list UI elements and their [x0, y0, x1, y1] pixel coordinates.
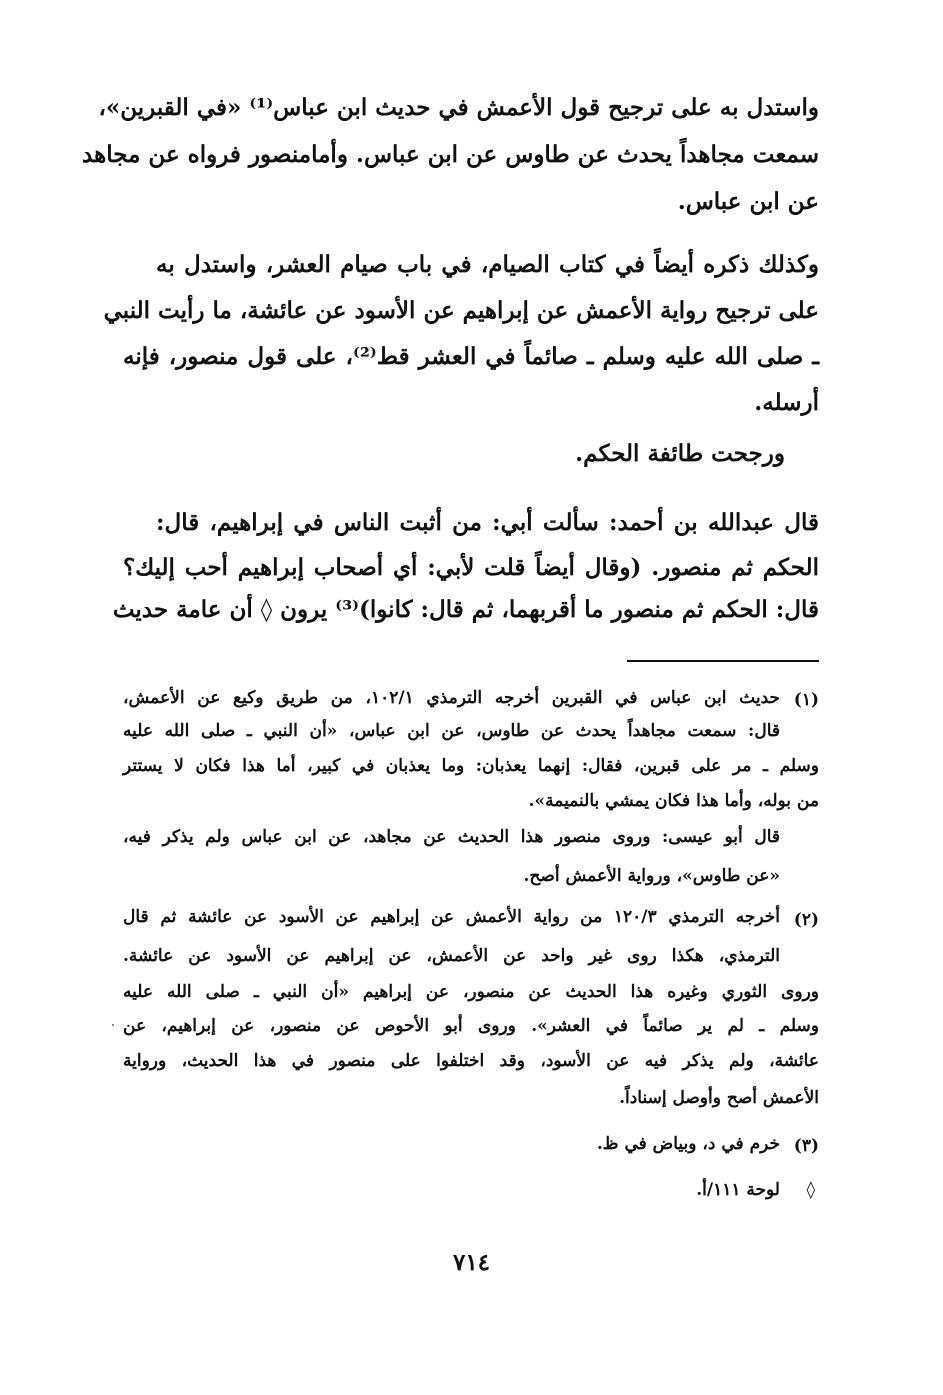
body-line: أرسله. — [754, 389, 819, 416]
body-line: قال عبدالله بن أحمد: سألت أبي: من أثبت الناس في إبراهيم، قال: — [156, 509, 819, 536]
footnote-line: قال أبو عيسى: وروى منصور هذا الحديث عن مجاهد، عن ابن عباس ولم يذكر فيه، — [123, 827, 780, 847]
footnote-line: لوحة ١١١/أ. — [696, 1180, 780, 1200]
footnote-number: (٢) — [793, 910, 819, 930]
footnote-line: وروى الثوري وغيره هذا الحديث عن منصور، عن إبراهيم «أن النبي ـ صلى الله عليه — [123, 982, 819, 1002]
footnote-number: (٣) — [793, 1136, 819, 1156]
footnote-line: الأعمش أصح وأوصل إسناداً. — [619, 1088, 819, 1108]
body-line: قال: الحكم ثم منصور ما أقربهما، ثم قال: كانوا)⁽³⁾ يرون ◊ أن عامة حديث — [112, 596, 819, 623]
footnote-line: وسلم ـ لم ير صائماً في العشر». وروى أبو الأحوص عن منصور، عن إبراهيم، عن — [123, 1016, 819, 1036]
footnote-line: عائشة، ولم يذكر فيه عن الأسود، وقد اختلفوا على منصور في هذا الحديث، ورواية — [123, 1051, 819, 1071]
body-line: ورجحت طائفة الحكم. — [575, 440, 785, 467]
footnote-line: أخرجه الترمذي ١٢٠/٣ من رواية الأعمش عن إبراهيم عن الأسود عن عائشة ثم قال — [123, 907, 780, 927]
footnote-line: قال: سمعت مجاهداً يحدث عن طاوس، عن ابن عباس، «أن النبي ـ صلى الله عليه — [123, 721, 780, 741]
footnote-line: من بوله، وأما هذا فكان يمشي بالنميمة». — [528, 791, 819, 811]
footnote-separator — [627, 660, 819, 662]
body-line: واستدل به على ترجيح قول الأعمش في حديث ابن عباس⁽¹⁾ «في القبرين»، — [98, 94, 819, 121]
body-line: الحكم ثم منصور. (وقال أيضاً قلت لأبي: أي أصحاب إبراهيم أحب إليك؟ — [123, 554, 819, 581]
footnote-line: خرم في د، وبياض في ظ. — [596, 1134, 780, 1154]
body-line: ـ صلى الله عليه وسلم ـ صائماً في العشر قط⁽²⁾، على قول منصور، فإنه — [123, 343, 819, 370]
page-number: ٧١٤ — [452, 1249, 491, 1276]
body-line: سمعت مجاهداً يحدث عن طاوس عن ابن عباس. وأمامنصور فرواه عن مجاهد — [82, 141, 819, 168]
body-line: وكذلك ذكره أيضاً في كتاب الصيام، في باب صيام العشر، واستدل به — [156, 251, 819, 278]
footnote-line: حديث ابن عباس في القبرين أخرجه الترمذي ١٠٢/١، من طريق وكيع عن الأعمش، — [123, 688, 781, 708]
footnote-number: (١) — [793, 690, 819, 710]
footnote-line: وسلم ـ مر على قبرين، فقال: إنهما يعذبان: وما يعذبان في كبير، أما هذا فكان لا يستتر — [123, 756, 819, 776]
scan-speck — [112, 1024, 114, 1026]
lozenge-icon: ◊ — [806, 1180, 815, 1200]
footnote-line: «عن طاوس»، ورواية الأعمش أصح. — [523, 866, 780, 886]
footnote-line: الترمذي، هكذا روى غير واحد عن الأعمش، عن إبراهيم عن الأسود عن عائشة. — [123, 946, 780, 966]
body-line: على ترجيح رواية الأعمش عن إبراهيم عن الأسود عن عائشة، ما رأيت النبي — [103, 297, 819, 324]
body-line: عن ابن عباس. — [677, 188, 819, 215]
